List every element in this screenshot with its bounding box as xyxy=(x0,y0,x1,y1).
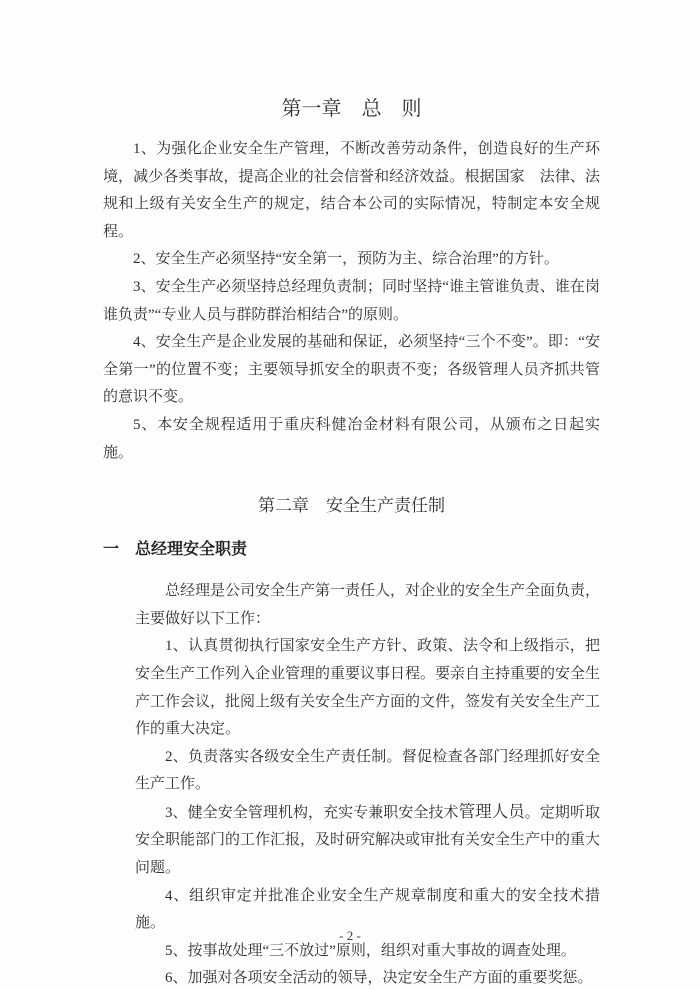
chapter1-body xyxy=(103,136,600,467)
section1-intro: 总经理是公司安全生产第一责任人，对企业的安全生产全面负责，主要做好以下工作： xyxy=(135,583,601,627)
section1-item-1: 1、认真贯彻执行国家安全生产方针、政策、法令和上级指示，把安全生产工作列入企业管理的重要议事日程。要亲自主持重要的安全生产工作会议，批阅上级有关安全生产方面的文件，签发有关安全生产工作的重大决定。 xyxy=(135,638,601,738)
section-heading-general-manager-duties: 一 总经理安全职责 xyxy=(103,541,248,559)
section1-item-4: 4、组织审定并批准企业安全生产规章制度和重大的安全技术措施。 xyxy=(135,887,600,932)
chapter1-paragraph-1: 1、为强化企业安全生产管理，不断改善劳动条件，创造良好的生产环境，减少各类事故，提高企业的社会信誉和经济效益。根据国家 法律、法规和上级有关安全生产的规定，结合本公司的实际情况，特制定本安全规程。 xyxy=(103,141,600,240)
chapter1-paragraph-2: 2、安全生产必须坚持“安全第一，预防为主、综合治理”的方针。 xyxy=(133,251,559,268)
section1-item-6: 6、加强对各项安全活动的领导，决定安全生产方面的重要奖惩。 xyxy=(165,970,593,987)
chapter1-paragraph-5: 5、本安全规程适用于重庆科健冶金材料有限公司，从颁布之日起实施。 xyxy=(103,416,600,461)
section1-item-3 xyxy=(135,799,600,883)
chapter1-title: 第一章 总 则 xyxy=(281,98,422,120)
section1-item-3-text-after: 。定期听取安全职能部门的工作汇报，及时研究解决或审批有关安全生产中的重大问题。 xyxy=(135,804,601,877)
section1-item-2: 2、负责落实各级安全生产责任制。督促检查各部门经理抓好安全生产工作。 xyxy=(135,748,600,793)
page-number: - 2 - xyxy=(339,928,361,943)
chapter1-paragraph-4: 4、安全生产是企业发展的基础和保证，必须坚持“三个不变”。即：“安全第一”的位置不变；主要领导抓安全的职责不变；各级管理人员齐抓共管的意识不变。 xyxy=(103,334,600,406)
chapter1-paragraph-3: 3、安全生产必须坚持总经理负责制；同时坚持“谁主管谁负责、谁在岗谁负责”“专业人员与群防群治相结合”的原则。 xyxy=(103,278,600,323)
section1-item-3-text-before: 3、健全安全管理机构，充实专兼职安全技术 xyxy=(165,804,459,821)
section1-item-5: 5、按事故处理“三不放过”原则，组织对重大事故的调查处理。 xyxy=(165,942,576,959)
section1-item-3-highlight: 管理人员 xyxy=(458,802,525,821)
chapter2-title: 第二章 安全生产责任制 xyxy=(258,496,445,516)
